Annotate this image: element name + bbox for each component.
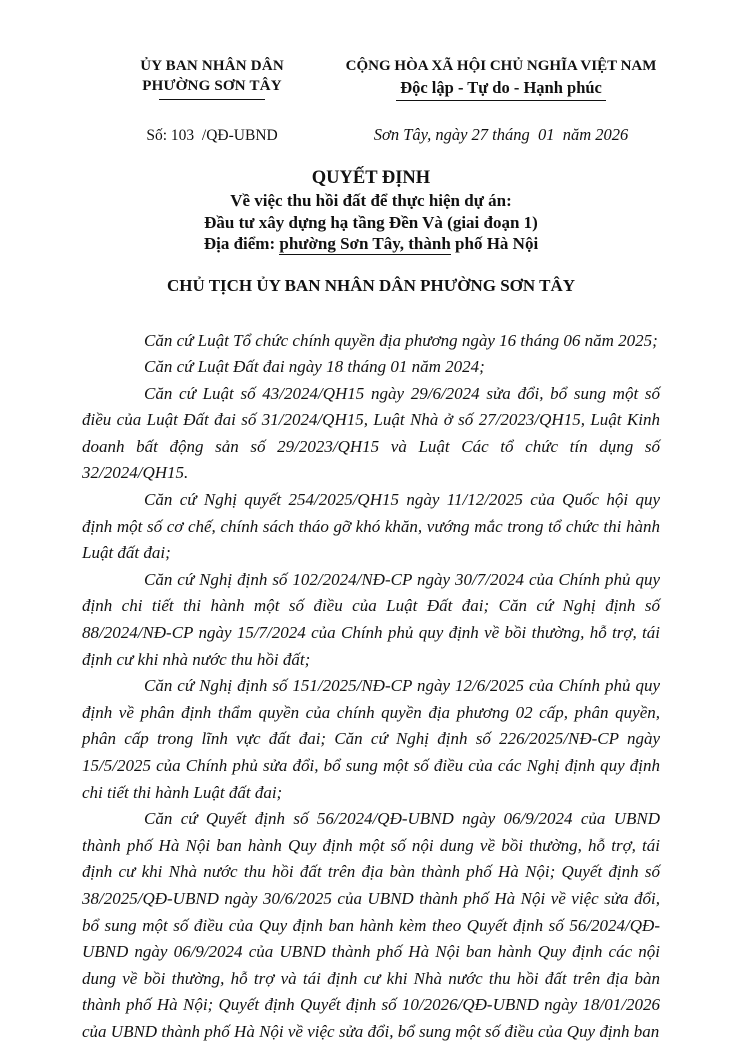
- decision-subject-line2: Đầu tư xây dựng hạ tầng Đền Và (giai đoạn 1): [204, 212, 538, 232]
- issuer-block: [82, 56, 342, 145]
- authority-title: CHỦ TỊCH ỦY BAN NHÂN DÂN PHƯỜNG SƠN TÂY: [166, 275, 576, 295]
- location-prefix: Địa điểm:: [203, 234, 280, 253]
- issue-place-date: Sơn Tây, ngày 27 tháng 01 năm 2026: [373, 125, 629, 144]
- legal-basis-paragraph-4: Căn cứ Nghị quyết 254/2025/QH15 ngày 11/12/2025 của Quốc hội quy định một số cơ chế, chính sách tháo gỡ khó khăn, vướng mắc trong tổ chức thi hành Luật đất đai;: [82, 490, 660, 563]
- legal-basis-paragraph-3: Căn cứ Luật số 43/2024/QH15 ngày 29/6/2024 sửa đổi, bổ sung một số điều của Luật Đất đai số 31/2024/QH15, Luật Nhà ở số 27/2023/QH15, Luật Kinh doanh bất động sản số 29/2023/QH15 và Luật Các tổ chức tín dụng số 32/2024/QH15.: [82, 383, 660, 483]
- issuer-underline-rule: [159, 99, 265, 100]
- legal-basis-section: [82, 328, 660, 1046]
- legal-basis-paragraph-2: Căn cứ Luật Đất đai ngày 18 tháng 01 năm 2024;: [144, 357, 485, 377]
- legal-basis-paragraph-1: Căn cứ Luật Tổ chức chính quyền địa phương ngày 16 tháng 06 năm 2025;: [144, 330, 658, 350]
- legal-basis-paragraph-7: Căn cứ Quyết định số 56/2024/QĐ-UBND ngày 06/9/2024 của UBND thành phố Hà Nội ban hành Quy định một số nội dung về bồi thường, hỗ trợ, tái định cư khi Nhà nước thu hồi đất trên địa bàn thành phố Hà Nội; Quyết định số 38/2025/QĐ-UBND ngày 30/6/2025 của UBND thành phố Hà Nội về việc sửa đổi, bổ sung một số điều của Quy định ban hành kèm theo Quyết định số 56/2024/QĐ-UBND ngày 06/9/2024 của UBND thành phố Hà Nội ban hành Quy định các nội dung về bồi thường, hỗ trợ và tái định cư khi Nhà nước thu hồi đất trên địa bàn thành phố Hà Nội; Quyết định Quyết định số 10/2026/QĐ-UBND ngày 18/01/2026 của UBND thành phố Hà Nội về việc sửa đổi, bổ sung một số điều của Quy định ban: [82, 809, 660, 1041]
- national-name-line: CỘNG HÒA XÃ HỘI CHỦ NGHĨA VIỆT NAM: [345, 58, 657, 74]
- decision-location-line: [82, 233, 660, 255]
- decision-subject-line1: Về việc thu hồi đất để thực hiện dự án:: [230, 191, 512, 210]
- issuer-name-line1: ỦY BAN NHÂN DÂN: [140, 58, 284, 74]
- title-block: [82, 166, 660, 297]
- legal-basis-paragraph-6: Căn cứ Nghị định số 151/2025/NĐ-CP ngày 12/6/2025 của Chính phủ quy định về phân định thẩm quyền của chính quyền địa phương 02 cấp, phân quyền, phân cấp trong lĩnh vực đất đai; Căn cứ Nghị định số 226/2025/NĐ-CP ngày 15/5/2025 của Chính phủ sửa đổi, bổ sung một số điều của các Nghị định quy định chi tiết thi hành Luật đất đai;: [82, 676, 660, 802]
- location-underlined-text: phường Sơn Tây, thành: [279, 234, 451, 253]
- legal-basis-paragraph-5: Căn cứ Nghị định số 102/2024/NĐ-CP ngày 30/7/2024 của Chính phủ quy định chi tiết thi hành một số điều của Luật Đất đai; Căn cứ Nghị định số 88/2024/NĐ-CP ngày 15/7/2024 của Chính phủ quy định về bồi thường, hỗ trợ, tái định cư khi nhà nước thu hồi đất;: [82, 569, 660, 669]
- document-number: Số: 103 /QĐ-UBND: [146, 127, 278, 144]
- national-motto: Độc lập - Tự do - Hạnh phúc: [396, 77, 606, 101]
- national-header-block: [342, 56, 660, 145]
- issuer-name-line2: PHƯỜNG SƠN TÂY: [142, 78, 282, 94]
- decision-heading: QUYẾT ĐỊNH: [311, 168, 431, 188]
- location-suffix: phố Hà Nội: [450, 234, 539, 253]
- document-header: [82, 56, 660, 145]
